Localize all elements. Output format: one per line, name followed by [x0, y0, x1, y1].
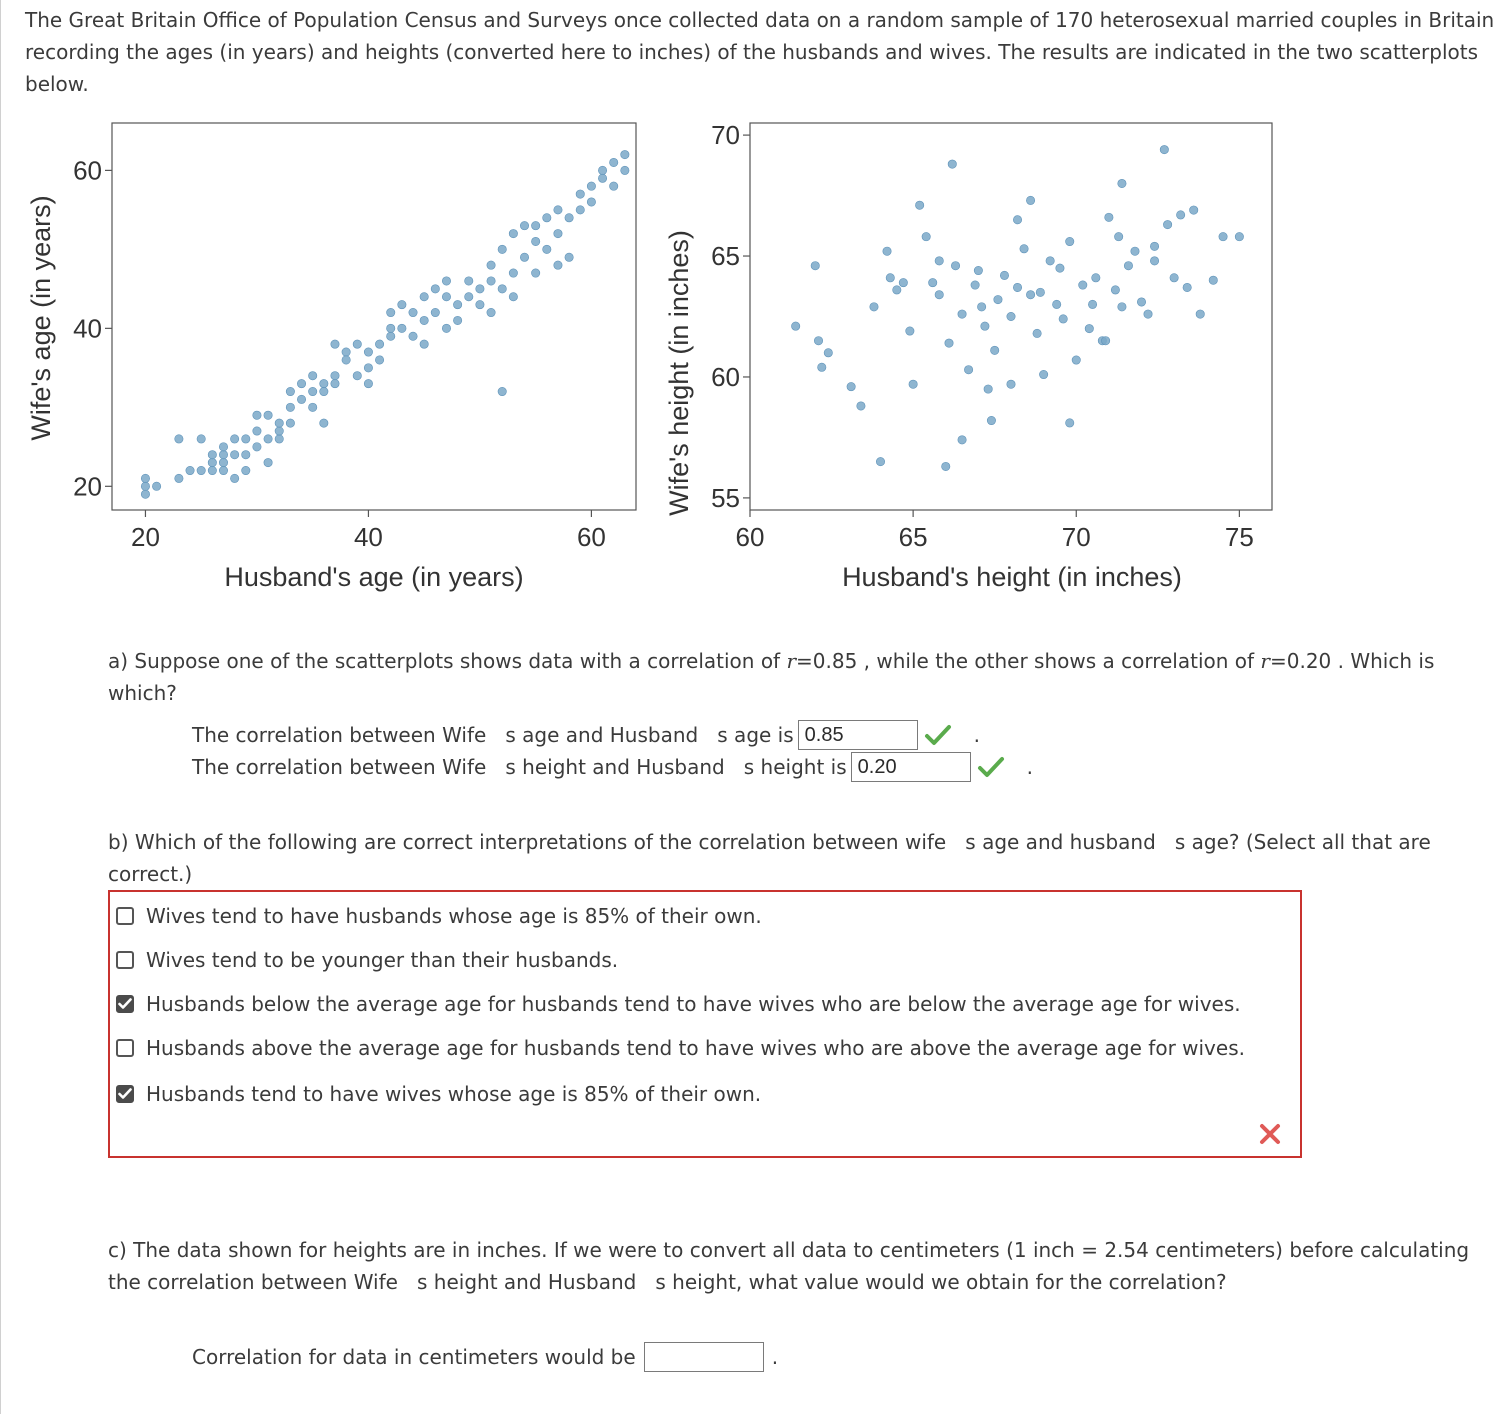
- data-point: [531, 221, 539, 229]
- data-point: [1131, 247, 1139, 255]
- intro-text: The Great Britain Office of Population Census and Surveys once collected data on a random sample of 170 heterosexual married couples in Britain recording the ages (in years) and heights (converted here to inches) of the husbands and wives. The results are indicated in the two scatterplots below.: [25, 8, 1495, 96]
- data-point: [453, 316, 461, 324]
- data-point: [242, 435, 250, 443]
- option-label: Wives tend to be younger than their husbands.: [146, 948, 619, 972]
- scatterplot-ages: [26, 123, 636, 592]
- checkmark-icon: [118, 1088, 132, 1100]
- data-point: [308, 387, 316, 395]
- prompt-a-pre: a) Suppose one of the scatterplots shows data with a correlation of: [108, 649, 787, 673]
- answer-label-cm: Correlation for data in centimeters would be: [192, 1345, 636, 1369]
- answer-label-age: The correlation between Wife s age and Husband s age is: [192, 723, 794, 747]
- prompt-a-mid: , while the other shows a correlation of: [857, 649, 1261, 673]
- checkbox[interactable]: [116, 1085, 134, 1103]
- data-point: [409, 332, 417, 340]
- r-value-2: =0.20: [1269, 649, 1332, 673]
- data-point: [1124, 262, 1132, 270]
- x-tick-label: 60: [735, 522, 765, 552]
- option-label: Wives tend to have husbands whose age is 85% of their own.: [146, 904, 762, 928]
- data-point: [811, 262, 819, 270]
- data-point: [264, 435, 272, 443]
- plot-frame: [112, 123, 636, 510]
- data-point: [1190, 206, 1198, 214]
- data-point: [320, 379, 328, 387]
- data-point: [915, 201, 923, 209]
- option-1[interactable]: [116, 904, 762, 928]
- correct-check-icon: [924, 723, 952, 747]
- data-point: [554, 229, 562, 237]
- scatterplot-figure: [0, 108, 1290, 603]
- x-tick-label: 70: [1061, 522, 1091, 552]
- data-point: [1066, 237, 1074, 245]
- data-point: [286, 419, 294, 427]
- data-point: [175, 435, 183, 443]
- data-point: [230, 451, 238, 459]
- data-point: [857, 402, 865, 410]
- data-point: [598, 166, 606, 174]
- data-point: [974, 266, 982, 274]
- data-point: [1007, 380, 1015, 388]
- data-point: [1056, 264, 1064, 272]
- data-point: [297, 395, 305, 403]
- data-point: [598, 174, 606, 182]
- data-point: [409, 308, 417, 316]
- x-tick-label: 60: [576, 522, 606, 552]
- data-point: [197, 435, 205, 443]
- data-point: [375, 356, 383, 364]
- data-point: [1039, 370, 1047, 378]
- data-point: [945, 339, 953, 347]
- data-point: [576, 190, 584, 198]
- data-point: [987, 416, 995, 424]
- option-3[interactable]: [116, 992, 1241, 1016]
- data-point: [1235, 232, 1243, 240]
- data-point: [387, 308, 395, 316]
- data-point: [531, 237, 539, 245]
- y-tick-label: 65: [711, 241, 740, 272]
- data-point: [1183, 283, 1191, 291]
- x-tick-label: 65: [898, 522, 928, 552]
- data-point: [175, 474, 183, 482]
- data-point: [994, 295, 1002, 303]
- data-point: [442, 277, 450, 285]
- prompt-a-post: . Which is which?: [108, 649, 1435, 705]
- data-point: [971, 281, 979, 289]
- data-point: [1176, 211, 1184, 219]
- data-point: [1026, 196, 1034, 204]
- data-point: [487, 277, 495, 285]
- data-point: [364, 348, 372, 356]
- correct-check-icon: [977, 755, 1005, 779]
- y-tick-label: 20: [73, 471, 102, 502]
- data-point: [977, 303, 985, 311]
- data-point: [1020, 245, 1028, 253]
- data-point: [1150, 257, 1158, 265]
- x-axis-label: Husband's height (in inches): [842, 562, 1182, 592]
- data-point: [565, 214, 573, 222]
- data-point: [565, 253, 573, 261]
- x-tick-label: 40: [353, 522, 383, 552]
- data-point: [1111, 286, 1119, 294]
- interpretation-options: [108, 890, 1302, 1158]
- answer-label-height: The correlation between Wife s height and Husband s height is: [192, 755, 847, 779]
- data-point: [899, 278, 907, 286]
- data-point: [1059, 315, 1067, 323]
- data-point: [818, 363, 826, 371]
- data-point: [208, 466, 216, 474]
- data-point: [320, 387, 328, 395]
- answer-row-age: [192, 718, 980, 752]
- data-point: [554, 261, 562, 269]
- data-point: [230, 474, 238, 482]
- data-point: [331, 372, 339, 380]
- data-point: [264, 411, 272, 419]
- data-point: [219, 451, 227, 459]
- data-point: [876, 457, 884, 465]
- data-point: [610, 158, 618, 166]
- data-point: [935, 291, 943, 299]
- data-point: [275, 435, 283, 443]
- data-point: [342, 356, 350, 364]
- data-point: [442, 324, 450, 332]
- data-point: [509, 293, 517, 301]
- data-point: [981, 322, 989, 330]
- data-point: [431, 285, 439, 293]
- data-point: [331, 340, 339, 348]
- data-point: [1209, 276, 1217, 284]
- option-4[interactable]: [116, 1036, 1245, 1060]
- data-point: [230, 435, 238, 443]
- data-point: [883, 247, 891, 255]
- data-point: [465, 277, 473, 285]
- checkbox[interactable]: [116, 995, 134, 1013]
- data-point: [587, 198, 595, 206]
- data-point: [554, 206, 562, 214]
- period: .: [771, 1345, 779, 1369]
- data-point: [275, 427, 283, 435]
- data-point: [1118, 303, 1126, 311]
- data-point: [886, 274, 894, 282]
- data-point: [219, 466, 227, 474]
- r-symbol: r: [1260, 649, 1270, 673]
- data-point: [453, 300, 461, 308]
- data-point: [1219, 232, 1227, 240]
- option-5[interactable]: [116, 1082, 761, 1106]
- data-point: [958, 310, 966, 318]
- data-point: [906, 327, 914, 335]
- age-correlation-input[interactable]: 0.85: [798, 720, 918, 750]
- data-point: [1137, 298, 1145, 306]
- data-point: [870, 303, 878, 311]
- data-point: [275, 419, 283, 427]
- x-axis-label: Husband's age (in years): [224, 562, 524, 592]
- data-point: [893, 286, 901, 294]
- data-point: [984, 385, 992, 393]
- y-tick-label: 60: [73, 155, 102, 186]
- checkbox[interactable]: [116, 907, 134, 925]
- data-point: [1118, 179, 1126, 187]
- data-point: [1000, 271, 1008, 279]
- data-point: [219, 443, 227, 451]
- data-point: [621, 166, 629, 174]
- data-point: [498, 387, 506, 395]
- data-point: [487, 308, 495, 316]
- checkbox[interactable]: [116, 951, 134, 969]
- data-point: [442, 293, 450, 301]
- data-point: [1033, 329, 1041, 337]
- data-point: [1052, 300, 1060, 308]
- data-point: [964, 366, 972, 374]
- period: .: [1026, 755, 1033, 779]
- data-point: [253, 443, 261, 451]
- data-point: [1114, 232, 1122, 240]
- data-point: [1072, 356, 1080, 364]
- data-point: [948, 160, 956, 168]
- data-point: [1092, 274, 1100, 282]
- data-point: [1026, 291, 1034, 299]
- y-tick-label: 70: [711, 120, 740, 151]
- data-point: [520, 221, 528, 229]
- y-tick-label: 55: [711, 482, 740, 513]
- data-point: [476, 300, 484, 308]
- data-point: [1101, 336, 1109, 344]
- data-point: [242, 451, 250, 459]
- data-point: [1160, 145, 1168, 153]
- data-point: [208, 458, 216, 466]
- data-point: [1163, 220, 1171, 228]
- data-point: [1085, 324, 1093, 332]
- data-point: [951, 262, 959, 270]
- data-point: [286, 403, 294, 411]
- data-point: [824, 349, 832, 357]
- data-point: [942, 462, 950, 470]
- data-point: [308, 372, 316, 380]
- period: .: [973, 723, 981, 747]
- data-point: [141, 474, 149, 482]
- data-point: [420, 316, 428, 324]
- cm-correlation-input[interactable]: [644, 1342, 764, 1372]
- data-point: [791, 322, 799, 330]
- y-tick-label: 40: [73, 313, 102, 344]
- y-tick-label: 60: [711, 361, 740, 392]
- data-point: [487, 261, 495, 269]
- data-point: [420, 293, 428, 301]
- data-point: [814, 336, 822, 344]
- data-point: [1105, 213, 1113, 221]
- data-point: [847, 382, 855, 390]
- data-point: [253, 427, 261, 435]
- data-point: [543, 214, 551, 222]
- answer-row-height: [192, 750, 1033, 784]
- data-point: [958, 436, 966, 444]
- data-point: [253, 411, 261, 419]
- y-axis-label: Wife's age (in years): [26, 195, 56, 441]
- incorrect-x-icon: [1258, 1122, 1282, 1146]
- data-point: [1144, 310, 1152, 318]
- data-point: [320, 419, 328, 427]
- data-point: [364, 379, 372, 387]
- x-tick-label: 75: [1224, 522, 1254, 552]
- data-point: [587, 182, 595, 190]
- question-b-prompt: b) Which of the following are correct interpretations of the correlation between wife s age and husband s age? (Select all that are correct.): [108, 830, 1431, 886]
- data-point: [308, 403, 316, 411]
- scatterplots-svg: [0, 108, 1290, 598]
- data-point: [909, 380, 917, 388]
- height-correlation-input[interactable]: 0.20: [851, 752, 971, 782]
- data-point: [610, 182, 618, 190]
- data-point: [242, 466, 250, 474]
- option-2[interactable]: [116, 948, 618, 972]
- data-point: [1196, 310, 1204, 318]
- data-point: [141, 482, 149, 490]
- data-point: [364, 364, 372, 372]
- data-point: [1088, 300, 1096, 308]
- answer-row-cm: [192, 1340, 778, 1374]
- option-label: Husbands above the average age for husbands tend to have wives who are above the average age for wives.: [146, 1036, 1245, 1060]
- data-point: [297, 379, 305, 387]
- data-point: [1046, 257, 1054, 265]
- data-point: [1036, 288, 1044, 296]
- data-point: [543, 245, 551, 253]
- data-point: [387, 324, 395, 332]
- data-point: [1066, 419, 1074, 427]
- data-point: [398, 324, 406, 332]
- data-point: [1150, 242, 1158, 250]
- question-a-prompt: [108, 645, 1498, 709]
- data-point: [1013, 216, 1021, 224]
- data-point: [141, 490, 149, 498]
- data-point: [935, 257, 943, 265]
- data-point: [498, 245, 506, 253]
- data-point: [219, 458, 227, 466]
- data-point: [621, 150, 629, 158]
- data-point: [990, 346, 998, 354]
- data-point: [387, 332, 395, 340]
- data-point: [1013, 283, 1021, 291]
- data-point: [197, 466, 205, 474]
- data-point: [186, 466, 194, 474]
- data-point: [208, 451, 216, 459]
- checkbox[interactable]: [116, 1039, 134, 1057]
- data-point: [342, 348, 350, 356]
- option-label: Husbands below the average age for husbands tend to have wives who are below the average age for wives.: [146, 992, 1241, 1016]
- data-point: [1007, 312, 1015, 320]
- data-point: [286, 387, 294, 395]
- data-point: [922, 232, 930, 240]
- y-axis-label: Wife's height (in inches): [664, 230, 694, 516]
- data-point: [509, 229, 517, 237]
- data-point: [353, 340, 361, 348]
- data-point: [929, 278, 937, 286]
- data-point: [1170, 274, 1178, 282]
- data-point: [498, 285, 506, 293]
- r-value-1: =0.85: [796, 649, 858, 673]
- data-point: [520, 253, 528, 261]
- data-point: [431, 308, 439, 316]
- question-c-prompt: c) The data shown for heights are in inches. If we were to convert all data to centimeters (1 inch = 2.54 centimeters) before calculating the correlation between Wife s height and Husband s height, what value would we obtain for the correlation?: [108, 1238, 1470, 1294]
- data-point: [264, 458, 272, 466]
- data-point: [353, 372, 361, 380]
- data-point: [465, 293, 473, 301]
- checkmark-icon: [118, 998, 132, 1010]
- data-point: [398, 300, 406, 308]
- scatterplot-heights: [664, 120, 1272, 592]
- x-tick-label: 20: [130, 522, 160, 552]
- data-point: [531, 269, 539, 277]
- data-point: [420, 340, 428, 348]
- data-point: [476, 285, 484, 293]
- data-point: [152, 482, 160, 490]
- r-symbol: r: [786, 649, 797, 673]
- data-point: [509, 269, 517, 277]
- data-point: [1079, 281, 1087, 289]
- data-point: [375, 340, 383, 348]
- option-label: Husbands tend to have wives whose age is 85% of their own.: [146, 1082, 762, 1106]
- data-point: [576, 206, 584, 214]
- data-point: [331, 379, 339, 387]
